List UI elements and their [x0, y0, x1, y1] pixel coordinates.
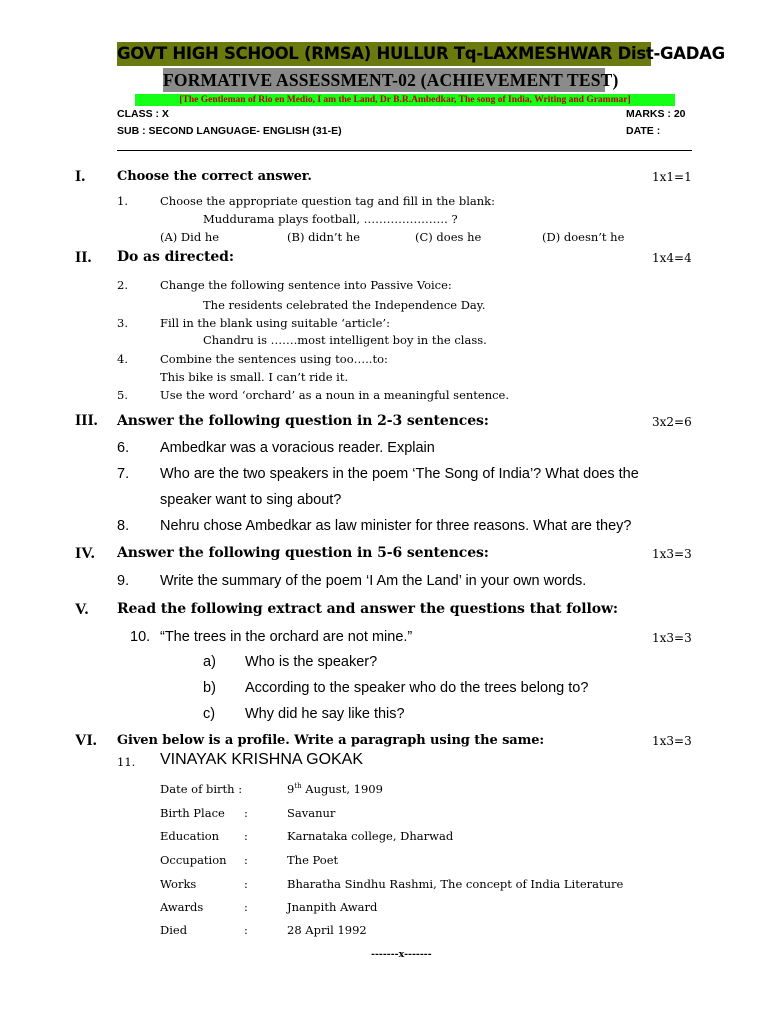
question-number: 7.: [117, 466, 130, 482]
section-title: Answer the following question in 2-3 sentences:: [117, 413, 489, 429]
option-c: (C) does he: [415, 230, 482, 244]
profile-value: 28 April 1992: [287, 923, 367, 937]
profile-value: 9th August, 1909: [287, 782, 383, 796]
profile-value: Jnanpith Award: [287, 900, 378, 914]
subquestion-text: According to the speaker who do the trees belong to?: [245, 680, 589, 696]
section-number: II.: [75, 249, 92, 266]
profile-value: The Poet: [287, 853, 339, 867]
section-title: Do as directed:: [117, 249, 234, 265]
question-text: Write the summary of the poem ‘I Am the Land’ in your own words.: [160, 573, 587, 589]
profile-separator: :: [244, 900, 248, 914]
question-text: Combine the sentences using too…..to:: [160, 352, 388, 366]
section-number: III.: [75, 412, 98, 429]
question-number: 8.: [117, 518, 130, 534]
profile-name: VINAYAK KRISHNA GOKAK: [160, 751, 364, 768]
question-text: Choose the appropriate question tag and fill in the blank:: [160, 194, 495, 208]
assessment-title: FORMATIVE ASSESSMENT-02 (ACHIEVEMENT TEST): [163, 70, 619, 90]
profile-value: Karnataka college, Dharwad: [287, 829, 454, 843]
subject-label: SUB : SECOND LANGUAGE- ENGLISH (31-E): [117, 125, 342, 137]
question-text: Nehru chose Ambedkar as law minister for three reasons. What are they?: [160, 518, 632, 534]
question-sentence: This bike is small. I can’t ride it.: [160, 370, 349, 384]
school-name: GOVT HIGH SCHOOL (RMSA) HULLUR Tq-LAXMESHWAR Dist-GADAG: [117, 42, 651, 66]
subquestion-text: Why did he say like this?: [245, 706, 405, 722]
section-marks: 1x4=4: [652, 251, 692, 265]
option-b: (B) didn’t he: [287, 230, 361, 244]
question-text: Use the word ‘orchard’ as a noun in a meaningful sentence.: [160, 388, 510, 402]
profile-value: Savanur: [287, 806, 336, 820]
question-number: 4.: [117, 352, 128, 366]
section-marks: 3x2=6: [652, 415, 692, 429]
section-number: V.: [75, 601, 89, 618]
option-d: (D) doesn’t he: [542, 230, 625, 244]
question-number: 2.: [117, 278, 128, 292]
question-number: 3.: [117, 316, 128, 330]
profile-label: Birth Place: [160, 806, 225, 820]
question-text: “The trees in the orchard are not mine.”: [160, 629, 413, 645]
question-number: 11.: [117, 755, 136, 769]
subquestion-text: Who is the speaker?: [245, 654, 378, 670]
question-sentence: The residents celebrated the Independence Day.: [203, 298, 486, 312]
section-title: Read the following extract and answer the questions that follow:: [117, 601, 618, 617]
section-number: VI.: [75, 732, 97, 749]
marks-label: MARKS : 20: [626, 108, 686, 120]
section-marks: 1x3=3: [652, 734, 692, 748]
section-number: I.: [75, 168, 86, 185]
profile-separator: :: [244, 877, 248, 891]
question-marks: 1x3=3: [652, 631, 692, 645]
question-text: Fill in the blank using suitable ‘article’:: [160, 316, 390, 330]
section-title: Given below is a profile. Write a paragraph using the same:: [117, 733, 545, 748]
section-number: IV.: [75, 545, 95, 562]
question-sentence: Muddurama plays football, …………………. ?: [203, 212, 458, 226]
section-title: Choose the correct answer.: [117, 169, 312, 184]
option-a: (A) Did he: [160, 230, 220, 244]
subquestion-label: b): [203, 680, 216, 696]
date-label: DATE :: [626, 125, 661, 137]
profile-label: Awards: [160, 900, 204, 914]
profile-value: Bharatha Sindhu Rashmi, The concept of India Literature: [287, 877, 624, 891]
profile-separator: :: [244, 853, 248, 867]
question-text-continued: speaker want to sing about?: [160, 492, 342, 508]
profile-separator: :: [244, 806, 248, 820]
question-sentence: Chandru is …….most intelligent boy in the class.: [203, 333, 487, 347]
profile-label: Works: [160, 877, 197, 891]
header-divider: [117, 150, 692, 151]
profile-separator: :: [244, 923, 248, 937]
subquestion-label: a): [203, 654, 216, 670]
profile-label: Occupation: [160, 853, 227, 867]
profile-label: Date of birth :: [160, 782, 243, 796]
question-number: 10.: [130, 629, 151, 645]
question-text: Who are the two speakers in the poem ‘The Song of India’? What does the: [160, 466, 639, 482]
section-marks: 1x1=1: [652, 170, 692, 184]
question-text: Ambedkar was a voracious reader. Explain: [160, 440, 435, 456]
question-text: Change the following sentence into Passive Voice:: [160, 278, 452, 292]
question-number: 9.: [117, 573, 130, 589]
class-label: CLASS : X: [117, 108, 169, 120]
topics-line: [The Gentleman of Rio en Medio, I am the Land, Dr B.R.Ambedkar, The song of India, Writing and Grammar]: [135, 94, 675, 106]
question-number: 6.: [117, 440, 130, 456]
section-marks: 1x3=3: [652, 547, 692, 561]
profile-label: Died: [160, 923, 188, 937]
profile-separator: :: [244, 829, 248, 843]
profile-label: Education: [160, 829, 220, 843]
section-title: Answer the following question in 5-6 sentences:: [117, 545, 489, 561]
question-number: 5.: [117, 388, 128, 402]
end-marker: -------x-------: [371, 949, 432, 960]
question-number: 1.: [117, 194, 128, 208]
subquestion-label: c): [203, 706, 216, 722]
